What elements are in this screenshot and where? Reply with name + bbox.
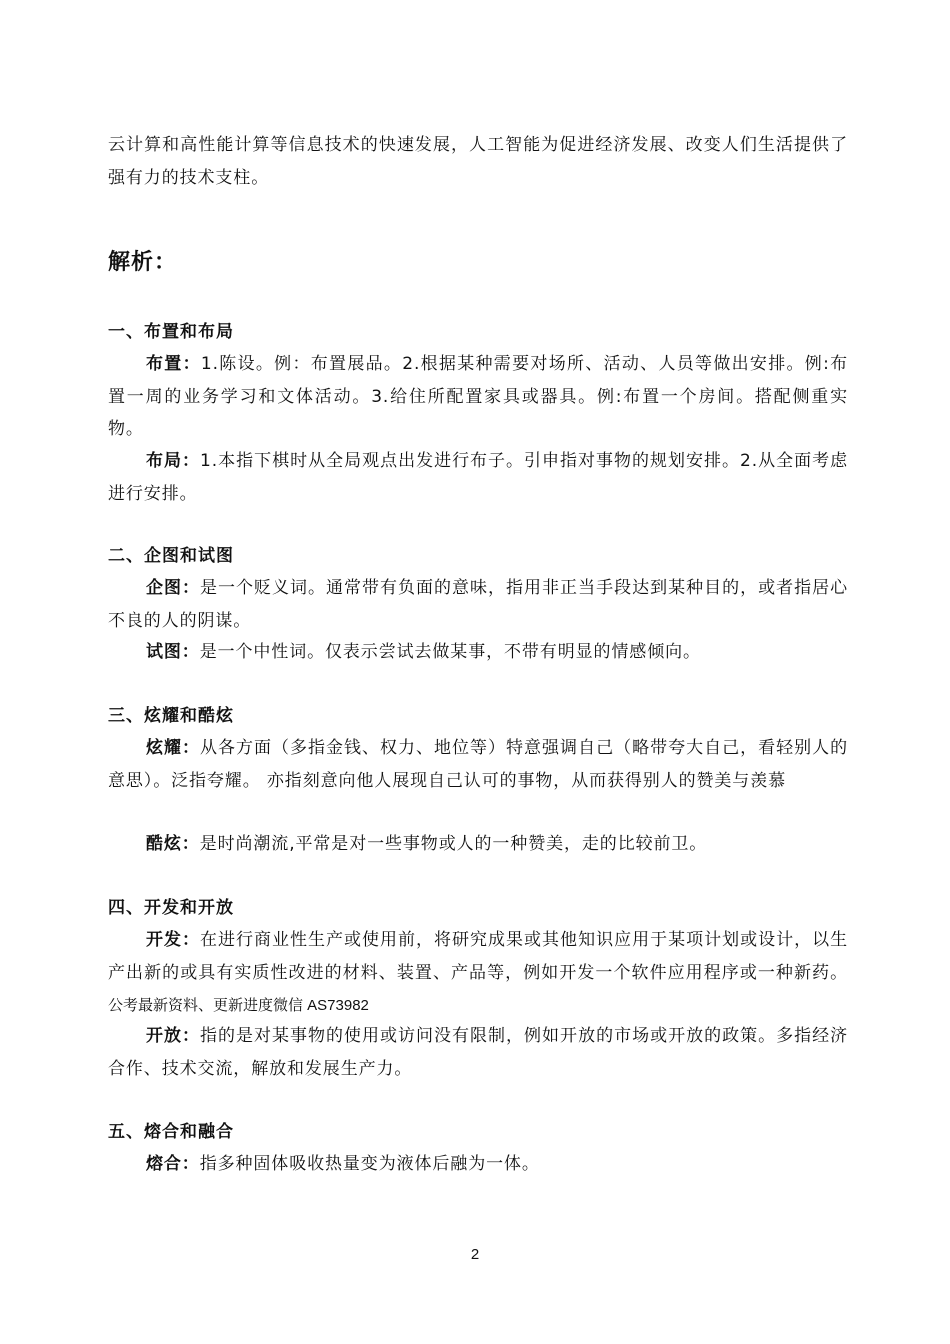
- term-label: 布局：: [146, 451, 200, 471]
- section-title: 四、开发和开放: [108, 898, 234, 918]
- definition-entry: [108, 1148, 848, 1181]
- term-definition: 1.本指下棋时从全局观点出发进行布子。引申指对事物的规划安排。2.从全面考虑进行安排。: [108, 451, 849, 504]
- term-label: 酷炫：: [146, 834, 200, 854]
- section-title: 一、布置和布局: [108, 322, 234, 342]
- term-definition: 在进行商业性生产或使用前，将研究成果或其他知识应用于某项计划或设计，以生产出新的或具有实质性改进的材料、装置、产品等，例如开发一个软件应用程序或一种新药。: [108, 930, 848, 983]
- section-title: 五、熔合和融合: [108, 1122, 234, 1142]
- term-definition: 1.陈设。例：布置展品。2.根据某种需要对场所、活动、人员等做出安排。例:布置一周的业务学习和文体活动。3.给住所配置家具或器具。例:布置一个房间。搭配侧重实物。: [108, 354, 848, 439]
- term-definition: 从各方面（多指金钱、权力、地位等）特意强调自己（略带夸大自己，看轻别人的意思）。泛指夸耀。 亦指刻意向他人展现自己认可的事物，从而获得别人的赞美与羡慕: [108, 738, 848, 791]
- definition-entry: [108, 348, 848, 446]
- definition-entry: [108, 1020, 848, 1085]
- definition-entry: [108, 572, 848, 637]
- term-definition: 是时尚潮流,平常是对一些事物或人的一种赞美，走的比较前卫。: [199, 834, 708, 854]
- term-label: 熔合：: [146, 1154, 200, 1174]
- term-definition: 是一个中性词。仅表示尝试去做某事，不带有明显的情感倾向。: [199, 642, 701, 662]
- term-label: 试图：: [146, 642, 200, 662]
- section-title: 三、炫耀和酷炫: [108, 706, 234, 726]
- section-title: 二、企图和试图: [108, 546, 234, 566]
- term-definition: 是一个贬义词。通常带有负面的意味，指用非正当手段达到某种目的，或者指居心不良的人的阴谋。: [108, 578, 848, 631]
- term-definition: 指的是对某事物的使用或访问没有限制，例如开放的市场或开放的政策。多指经济合作、技术交流，解放和发展生产力。: [108, 1026, 848, 1079]
- term-label: 炫耀：: [146, 738, 201, 758]
- definition-entry: [108, 828, 848, 861]
- definition-entry: [108, 445, 848, 510]
- page-number: 2: [470, 1246, 480, 1263]
- term-label: 开发：: [146, 930, 201, 950]
- term-definition: 指多种固体吸收热量变为液体后融为一体。: [199, 1154, 540, 1174]
- definition-entry: [108, 732, 848, 797]
- definition-entry: [108, 636, 848, 669]
- intro-paragraph: 云计算和高性能计算等信息技术的快速发展，人工智能为促进经济发展、改变人们生活提供了强有力的技术支柱。: [108, 135, 848, 188]
- term-label: 开放：: [146, 1026, 201, 1046]
- analysis-heading: 解析：: [108, 250, 178, 275]
- definition-entry: [108, 924, 848, 1023]
- promo-note: 公考最新资料、更新进度微信 AS73982: [108, 997, 369, 1014]
- term-label: 布置：: [146, 354, 201, 374]
- term-label: 企图：: [146, 578, 201, 598]
